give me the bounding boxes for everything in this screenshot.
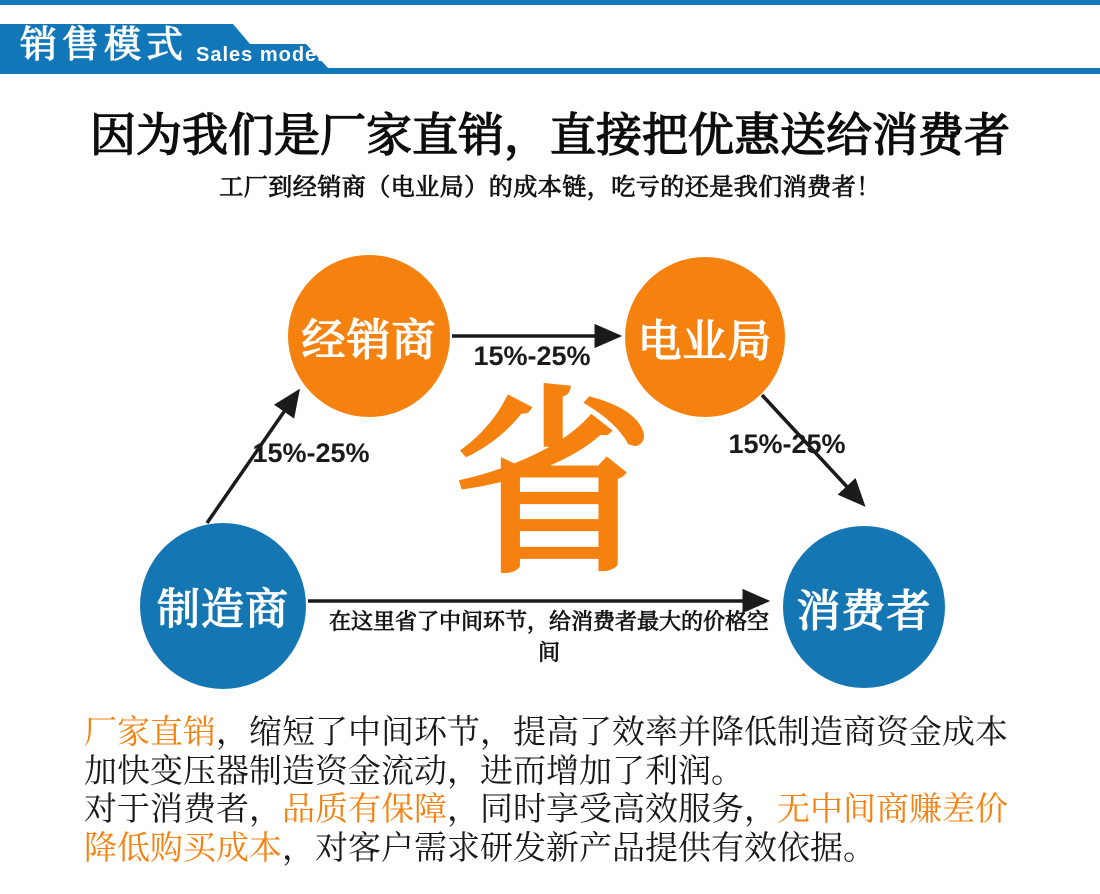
- paragraph-factory-direct: [84, 712, 1044, 790]
- paragraph-2-line-2-text: ，对客户需求研发新产品提供有效依据。: [282, 829, 876, 866]
- banner-subtitle: Sales model: [196, 44, 324, 66]
- edge-label-manufacturer-dealer: 15%-25%: [252, 438, 370, 468]
- save-character: 省: [453, 374, 654, 597]
- node-consumer-label: 消费者: [796, 587, 932, 636]
- page-title: 因为我们是厂家直销，直接把优惠送给消费者: [90, 110, 1010, 161]
- paragraph-2-line-1-text-b: ，同时享受高效服务，: [447, 790, 777, 827]
- highlight-no-middleman: 无中间商赚差价: [777, 790, 1008, 827]
- highlight-factory-direct: 厂家直销: [84, 713, 216, 750]
- node-consumer: [783, 526, 945, 688]
- node-manufacturer: [140, 523, 306, 689]
- page-subtitle: 工厂到经销商（电业局）的成本链，吃亏的还是我们消费者！: [219, 174, 881, 201]
- paragraph-1-line-1: [84, 712, 1044, 751]
- node-manufacturer-label: 制造商: [157, 585, 289, 634]
- edge-label-manufacturer-consumer: 在这里省了中间环节，给消费者最大的价格空间: [328, 609, 769, 665]
- banner-title: 销售模式: [20, 24, 188, 65]
- paragraph-1-line-2: 加快变压器制造资金流动，进而增加了利润。: [84, 752, 744, 789]
- paragraph-1-line-1-text: ，缩短了中间环节，提高了效率并降低制造商资金成本: [216, 713, 1008, 750]
- paragraph-2-line-2: [84, 828, 1044, 867]
- node-dealer-label: 经销商: [301, 316, 437, 365]
- edge-label-dealer-power-bureau: 15%-25%: [473, 341, 591, 371]
- highlight-lower-cost: 降低购买成本: [84, 829, 282, 866]
- node-power-bureau-label: 电业局: [637, 317, 773, 366]
- paragraph-2-line-1: [84, 789, 1044, 828]
- edge-label-power-bureau-consumer: 15%-25%: [728, 429, 846, 459]
- paragraph-consumer-benefits: [84, 789, 1044, 867]
- paragraph-2-line-1-text-a: 对于消费者，: [84, 790, 282, 827]
- highlight-quality-guarantee: 品质有保障: [282, 790, 447, 827]
- node-dealer: [288, 255, 450, 417]
